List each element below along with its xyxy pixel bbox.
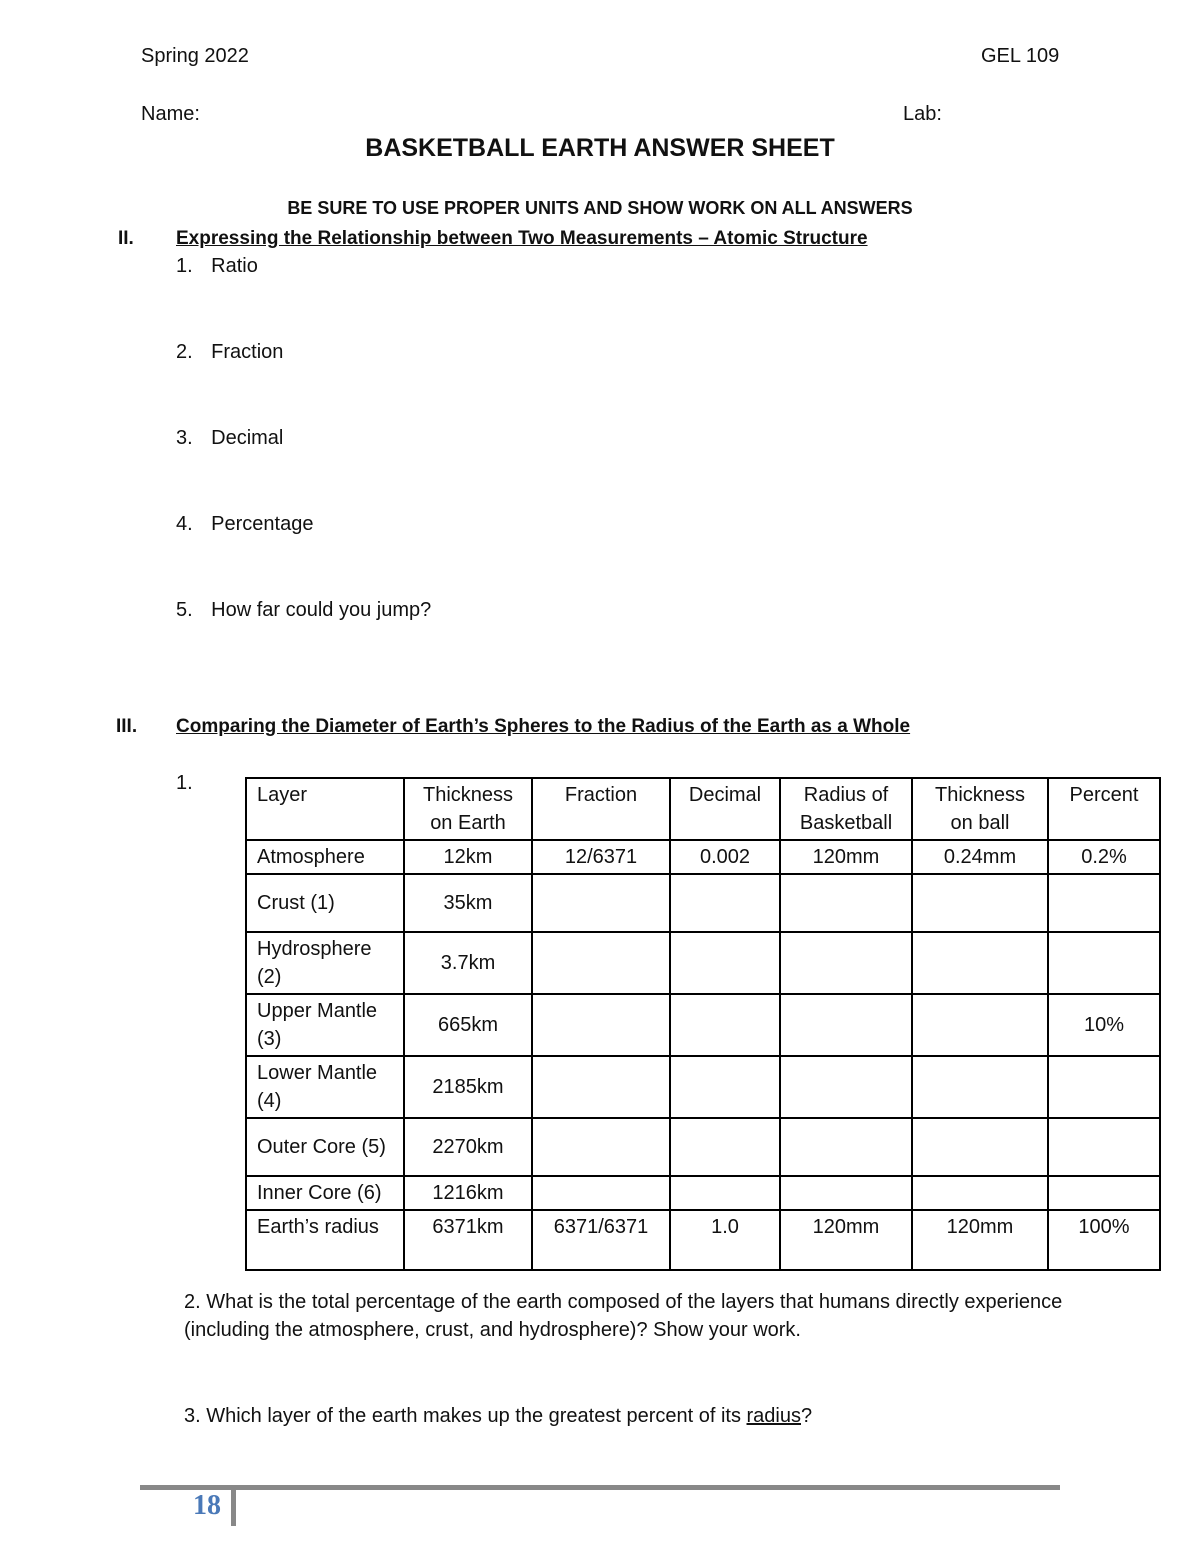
name-label: Name: — [141, 103, 200, 125]
table-cell — [532, 1056, 670, 1118]
table-cell: 12km — [404, 840, 532, 874]
table-cell — [1048, 1176, 1160, 1210]
question-3-suffix: ? — [801, 1405, 813, 1427]
header-cell: Radius of Basketball — [780, 778, 912, 840]
table-cell: 120mm — [780, 840, 912, 874]
table-cell — [912, 932, 1048, 994]
table-cell: 10% — [1048, 994, 1160, 1056]
section-3-numeral: III. — [116, 716, 138, 737]
header-cell: Fraction — [532, 778, 670, 840]
table-cell: 2270km — [404, 1118, 532, 1176]
list-item — [176, 255, 258, 278]
question-3-text: 3. Which layer of the earth makes up the greatest percent of its — [184, 1405, 747, 1427]
table-row — [246, 994, 1160, 1056]
table-cell: Outer Core (5) — [246, 1118, 404, 1176]
item-number: 2. — [176, 341, 193, 363]
header-cell: Layer — [246, 778, 404, 840]
table-cell — [780, 932, 912, 994]
table-cell: Atmosphere — [246, 840, 404, 874]
header-cell: Thickness on Earth — [404, 778, 532, 840]
table-cell — [1048, 1118, 1160, 1176]
page-title: BASKETBALL EARTH ANSWER SHEET — [365, 134, 835, 162]
item-number: 3. — [176, 427, 193, 449]
item-label: Ratio — [211, 255, 258, 277]
table-cell — [780, 874, 912, 932]
list-item — [176, 599, 431, 622]
question-2-text: 2. What is the total percentage of the earth composed of the layers that humans directly experience (including the atmosphere, crust, and hydrosphere)? Show your work. — [184, 1291, 1063, 1341]
table-header-row — [246, 778, 1160, 840]
table-cell: 3.7km — [404, 932, 532, 994]
item-label: Fraction — [211, 341, 284, 363]
footer-rule — [140, 1485, 1060, 1490]
lab-label: Lab: — [903, 103, 942, 125]
layers-table — [245, 777, 1161, 1271]
table-cell: Lower Mantle (4) — [246, 1056, 404, 1118]
item-number: 4. — [176, 513, 193, 535]
instruction-text: BE SURE TO USE PROPER UNITS AND SHOW WORK ON ALL ANSWERS — [287, 198, 913, 218]
table-cell — [912, 1176, 1048, 1210]
table-cell — [912, 874, 1048, 932]
table-cell — [780, 1118, 912, 1176]
table-cell: 665km — [404, 994, 532, 1056]
table-cell — [532, 1118, 670, 1176]
table-cell: 1.0 — [670, 1210, 780, 1270]
table-row — [246, 932, 1160, 994]
table-cell — [670, 1118, 780, 1176]
table-cell: 6371km — [404, 1210, 532, 1270]
table-cell — [912, 1118, 1048, 1176]
table-cell — [912, 994, 1048, 1056]
table-cell — [780, 1056, 912, 1118]
list-item — [176, 427, 283, 450]
table-cell: 0.002 — [670, 840, 780, 874]
term-label: Spring 2022 — [141, 45, 249, 67]
table-cell: 2185km — [404, 1056, 532, 1118]
table-cell: 120mm — [780, 1210, 912, 1270]
course-label: GEL 109 — [981, 45, 1060, 67]
header-cell: Percent — [1048, 778, 1160, 840]
list-item — [176, 513, 313, 536]
item-number: 5. — [176, 599, 193, 621]
table-cell — [780, 1176, 912, 1210]
table-cell: 35km — [404, 874, 532, 932]
table-cell — [670, 874, 780, 932]
table-cell: 0.2% — [1048, 840, 1160, 874]
question-3-emphasis: radius — [746, 1405, 801, 1427]
footer-divider — [231, 1490, 236, 1526]
table-cell: Upper Mantle (3) — [246, 994, 404, 1056]
item-label: How far could you jump? — [211, 599, 432, 621]
table-cell — [670, 1056, 780, 1118]
table-cell: Hydrosphere (2) — [246, 932, 404, 994]
table-row — [246, 1176, 1160, 1210]
question-3 — [184, 1402, 812, 1430]
item-label: Percentage — [211, 513, 314, 535]
table-row — [246, 1056, 1160, 1118]
table-cell — [1048, 932, 1160, 994]
table-row — [246, 1118, 1160, 1176]
table-cell — [670, 1176, 780, 1210]
table-cell: 1216km — [404, 1176, 532, 1210]
table-cell — [670, 994, 780, 1056]
table-row — [246, 874, 1160, 932]
table-row — [246, 1210, 1160, 1270]
table-row — [246, 840, 1160, 874]
table-cell — [1048, 874, 1160, 932]
table-cell — [912, 1056, 1048, 1118]
table-cell: 120mm — [912, 1210, 1048, 1270]
table-cell: 0.24mm — [912, 840, 1048, 874]
table-cell — [532, 994, 670, 1056]
item-label: Decimal — [211, 427, 284, 449]
table-cell — [532, 874, 670, 932]
page-number: 18 — [193, 1490, 221, 1521]
table-cell — [1048, 1056, 1160, 1118]
table-cell: 100% — [1048, 1210, 1160, 1270]
header-cell: Decimal — [670, 778, 780, 840]
section-2-numeral: II. — [118, 228, 134, 249]
question-1-number: 1. — [176, 772, 193, 794]
table-cell: 6371/6371 — [532, 1210, 670, 1270]
list-item — [176, 341, 283, 364]
table-cell: 12/6371 — [532, 840, 670, 874]
header-cell: Thickness on ball — [912, 778, 1048, 840]
section-2-title: Expressing the Relationship between Two Measurements – Atomic Structure — [176, 228, 868, 249]
table-cell: Crust (1) — [246, 874, 404, 932]
table-cell — [670, 932, 780, 994]
table-cell — [532, 932, 670, 994]
table-cell — [532, 1176, 670, 1210]
table-cell: Inner Core (6) — [246, 1176, 404, 1210]
table-cell: Earth’s radius — [246, 1210, 404, 1270]
item-number: 1. — [176, 255, 193, 277]
table-cell — [780, 994, 912, 1056]
section-3-title: Comparing the Diameter of Earth’s Spheres to the Radius of the Earth as a Whole — [176, 716, 911, 737]
